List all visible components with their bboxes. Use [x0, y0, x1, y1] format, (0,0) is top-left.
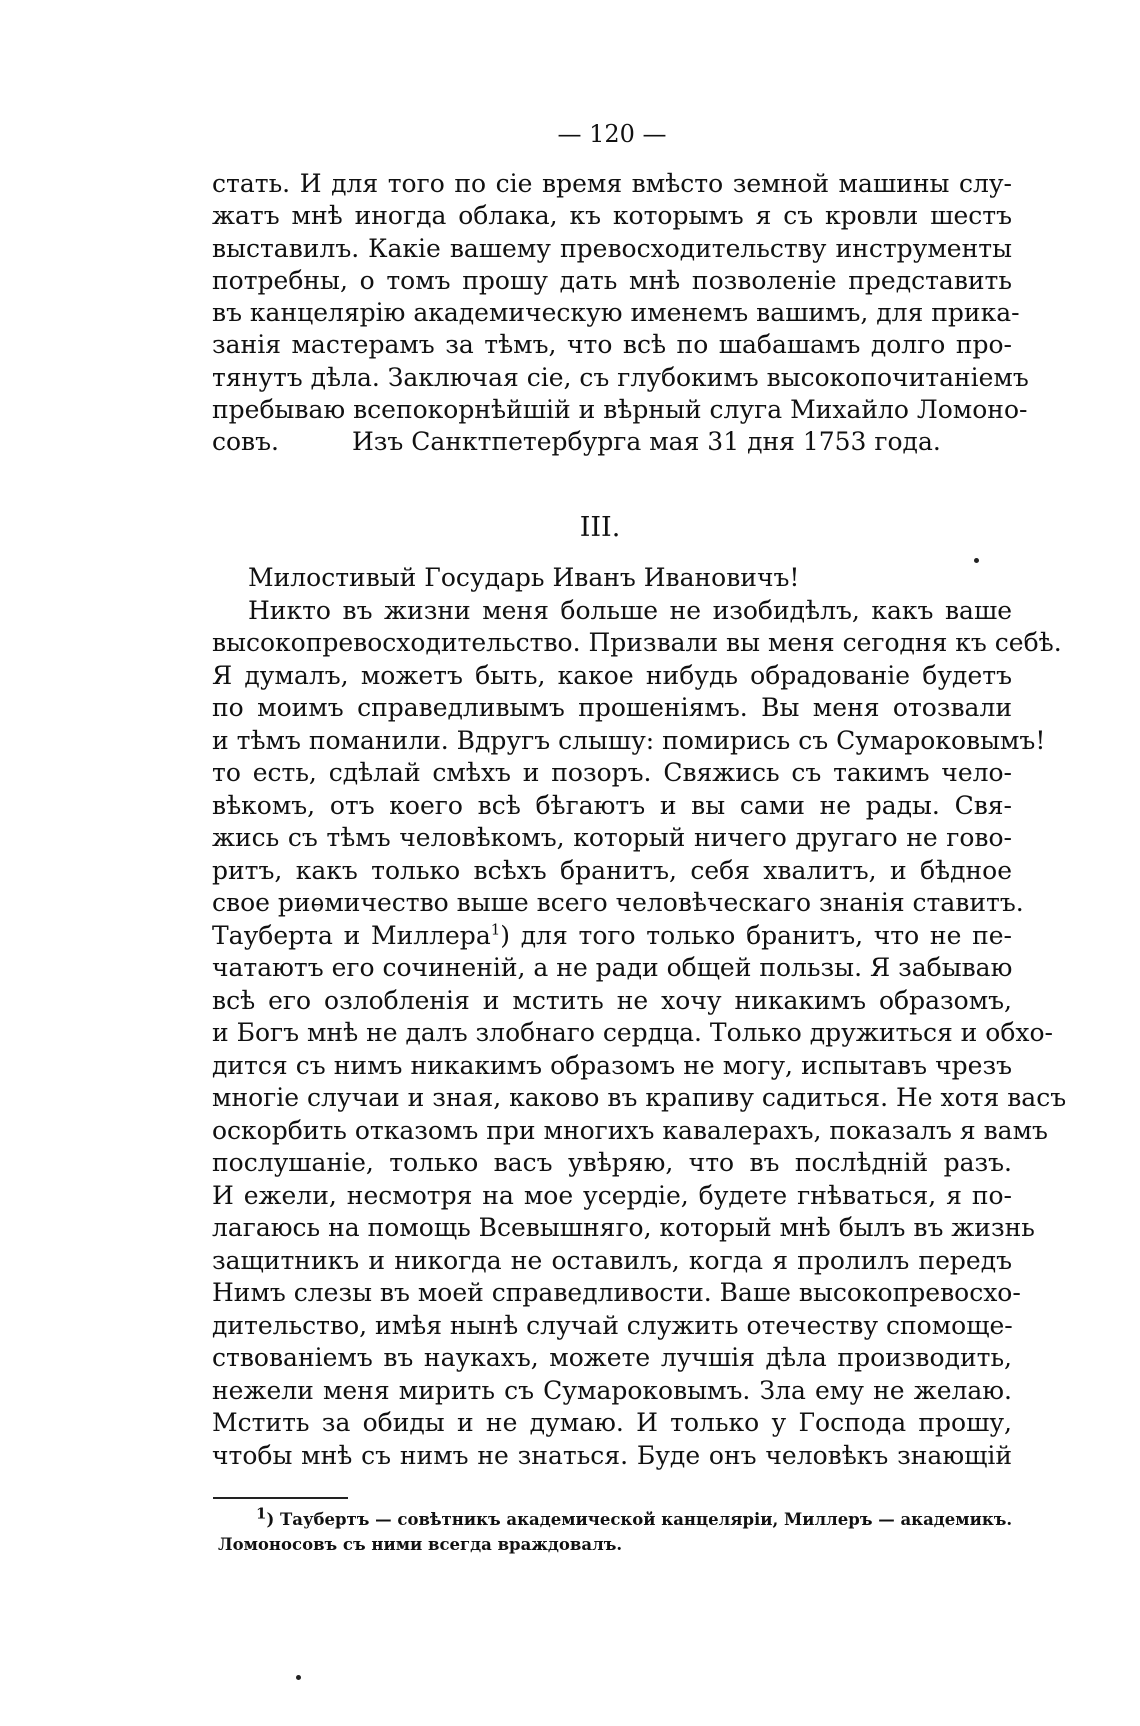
text-line: пребываю всепокорнѣйшій и вѣрный слуга Михайло Ломоно-: [212, 395, 1028, 425]
text-line: Нимъ слезы въ моей справедливости. Ваше высокопревосхо-: [212, 1278, 1021, 1307]
text-line: высокопревосходительство. Призвали вы меня сегодня къ себѣ.: [212, 628, 1062, 657]
text-line: тянутъ дѣла. Заключая сіе, съ глубокимъ высокопочитаніемъ: [212, 362, 1029, 392]
text-line: и Богъ мнѣ не далъ злобнаго сердца. Только дружиться и обхо-: [212, 1018, 1053, 1047]
footnote-reference: 1: [490, 920, 501, 939]
text-line: и тѣмъ поманили. Вдругъ слышу: помирись съ Сумароковымъ!: [212, 725, 1046, 755]
print-speck: [296, 1675, 301, 1680]
date-place: Изъ Санктпетербурга мая 31 дня 1753 года.: [352, 427, 941, 457]
text-line: ствованіемъ въ наукахъ, можете лучшія дѣла производить,: [212, 1343, 1012, 1372]
footnote-separator: [213, 1497, 348, 1499]
page-number: — 120 —: [557, 120, 667, 148]
text-line-with-footnote: [212, 920, 1012, 953]
signature-end: совъ.: [212, 427, 279, 457]
footnote-text: ) Таубертъ — совѣтникъ академической канцеляріи, Миллеръ — академикъ.: [266, 1510, 1013, 1529]
text-line: жись съ тѣмъ человѣкомъ, который ничего другаго не гово-: [212, 823, 1012, 852]
letter-body: [212, 562, 1067, 1472]
signature-line: [212, 426, 1012, 458]
text-line: ритъ, какъ только всѣхъ бранитъ, себя хвалитъ, и бѣдное: [212, 855, 1012, 885]
text-line: многіе случаи и зная, каково въ крапиву садиться. Не хотя васъ: [212, 1083, 1067, 1112]
text-line: занія мастерамъ за тѣмъ, что всѣ по шабашамъ долго про-: [212, 330, 1012, 360]
text-line: лагаюсь на помощь Всевышняго, который мнѣ былъ въ жизнь: [212, 1213, 1035, 1242]
letter-greeting: Милостивый Государь Иванъ Ивановичъ!: [248, 563, 800, 592]
footnote-line: Ломоносовъ съ ними всегда враждовалъ.: [218, 1535, 623, 1554]
text-line: потребны, о томъ прошу дать мнѣ позволеніе представить: [212, 265, 1012, 295]
text-line: дится съ нимъ никакимъ образомъ не могу, испытавъ чрезъ: [212, 1050, 1012, 1080]
footnote-line: [218, 1504, 1014, 1532]
text-line: нежели меня мирить съ Сумароковымъ. Зла ему не желаю.: [212, 1375, 1012, 1405]
text-line: Никто въ жизни меня больше не изобидѣлъ, какъ ваше: [248, 595, 1012, 625]
text-line: всѣ его озлобленія и мстить не хочу никакимъ образомъ,: [212, 985, 1012, 1015]
text-line: Мстить за обиды и не думаю. И только у Господа прошу,: [212, 1408, 1012, 1437]
text-line: по моимъ справедливымъ прошеніямъ. Вы меня отозвали: [212, 693, 1012, 722]
text-line: то есть, сдѣлай смѣхъ и позоръ. Свяжись съ такимъ чело-: [212, 758, 1012, 787]
text-line: стать. И для того по сіе время вмѣсто земной машины слу-: [212, 169, 1012, 198]
text-line: послушаніе, только васъ увѣряю, что въ послѣдній разъ.: [212, 1148, 1012, 1177]
footnote: [218, 1504, 1014, 1557]
text-line: чтобы мнѣ съ нимъ не знаться. Буде онъ человѣкъ знающій: [212, 1440, 1012, 1470]
text-line: жатъ мнѣ иногда облака, къ которымъ я съ кровли шестъ: [212, 201, 1012, 231]
text-line: Я думалъ, можетъ быть, какое нибудь обрадованіе будетъ: [212, 660, 1012, 690]
text-line: выставилъ. Какіе вашему превосходительству инструменты: [212, 233, 1012, 263]
text-line: И ежели, несмотря на мое усердіе, будете гнѣваться, я по-: [212, 1180, 1012, 1210]
text-line: свое риѳмичество выше всего человѣческаго знанія ставитъ.: [212, 888, 1024, 917]
text-line: защитникъ и никогда не оставилъ, когда я пролилъ передъ: [212, 1245, 1012, 1275]
section-heading: III.: [579, 512, 621, 543]
footnote-text-after: ) для того только бранитъ, что не пе-: [500, 920, 1012, 950]
footnote-text-before: Тауберта и Миллера: [212, 920, 491, 950]
text-line: оскорбить отказомъ при многихъ кавалерахъ, показалъ я вамъ: [212, 1115, 1048, 1145]
footnote-marker: 1: [256, 1504, 267, 1523]
letter-ending: [212, 168, 1029, 459]
text-line: вѣкомъ, отъ коего всѣ бѣгаютъ и вы сами не рады. Свя-: [212, 790, 1012, 820]
text-line: дительство, имѣя нынѣ случай служить отечеству спомоще-: [212, 1310, 1013, 1340]
text-line: чатаютъ его сочиненій, а не ради общей пользы. Я забываю: [212, 953, 1013, 982]
text-line: въ канцелярію академическую именемъ вашимъ, для прика-: [212, 298, 1020, 328]
